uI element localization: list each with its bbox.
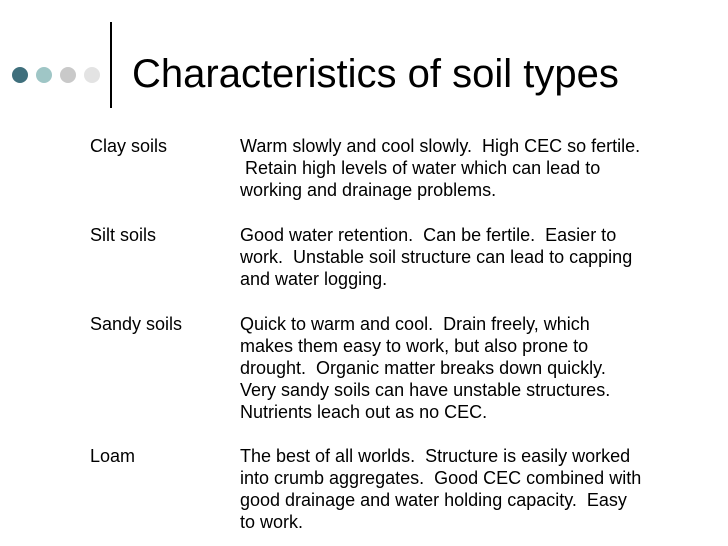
table-row bbox=[90, 445, 720, 537]
description-line: makes them easy to work, but also prone to bbox=[240, 336, 589, 356]
soil-type-name: Clay soils bbox=[90, 136, 168, 156]
dot-icon bbox=[12, 67, 28, 83]
soil-type-description bbox=[240, 445, 710, 533]
description-line: Very sandy soils can have unstable structures. bbox=[240, 380, 611, 400]
table-row bbox=[90, 224, 720, 313]
table-row bbox=[90, 313, 720, 445]
description-line: into crumb aggregates. Good CEC combined with bbox=[240, 468, 642, 488]
soil-type-name: Loam bbox=[90, 446, 136, 466]
table-row bbox=[90, 135, 720, 224]
title-divider bbox=[110, 22, 112, 108]
description-line: to work. bbox=[240, 512, 304, 532]
soil-type-description bbox=[240, 313, 710, 423]
description-line: The best of all worlds. Structure is easily worked bbox=[240, 446, 631, 466]
dot-icon bbox=[84, 67, 100, 83]
soil-type-name: Sandy soils bbox=[90, 314, 183, 334]
description-line: work. Unstable soil structure can lead to capping bbox=[240, 247, 633, 267]
description-line: working and drainage problems. bbox=[240, 180, 497, 200]
dot-icon bbox=[36, 67, 52, 83]
soil-type-description bbox=[240, 224, 710, 290]
dot-icon bbox=[60, 67, 76, 83]
soil-type-name: Silt soils bbox=[90, 225, 157, 245]
description-line: Quick to warm and cool. Drain freely, which bbox=[240, 314, 590, 334]
description-line: Warm slowly and cool slowly. High CEC so fertile. bbox=[240, 136, 641, 156]
soil-type-description bbox=[240, 135, 710, 201]
slide-title: Characteristics of soil types bbox=[132, 52, 619, 96]
description-line: drought. Organic matter breaks down quickly. bbox=[240, 358, 606, 378]
description-line: Nutrients leach out as no CEC. bbox=[240, 402, 488, 422]
description-line: and water logging. bbox=[240, 269, 388, 289]
description-line: Retain high levels of water which can lead to bbox=[240, 158, 601, 178]
soil-types-table bbox=[90, 135, 720, 537]
description-line: good drainage and water holding capacity. Easy bbox=[240, 490, 627, 510]
description-line: Good water retention. Can be fertile. Easier to bbox=[240, 225, 617, 245]
